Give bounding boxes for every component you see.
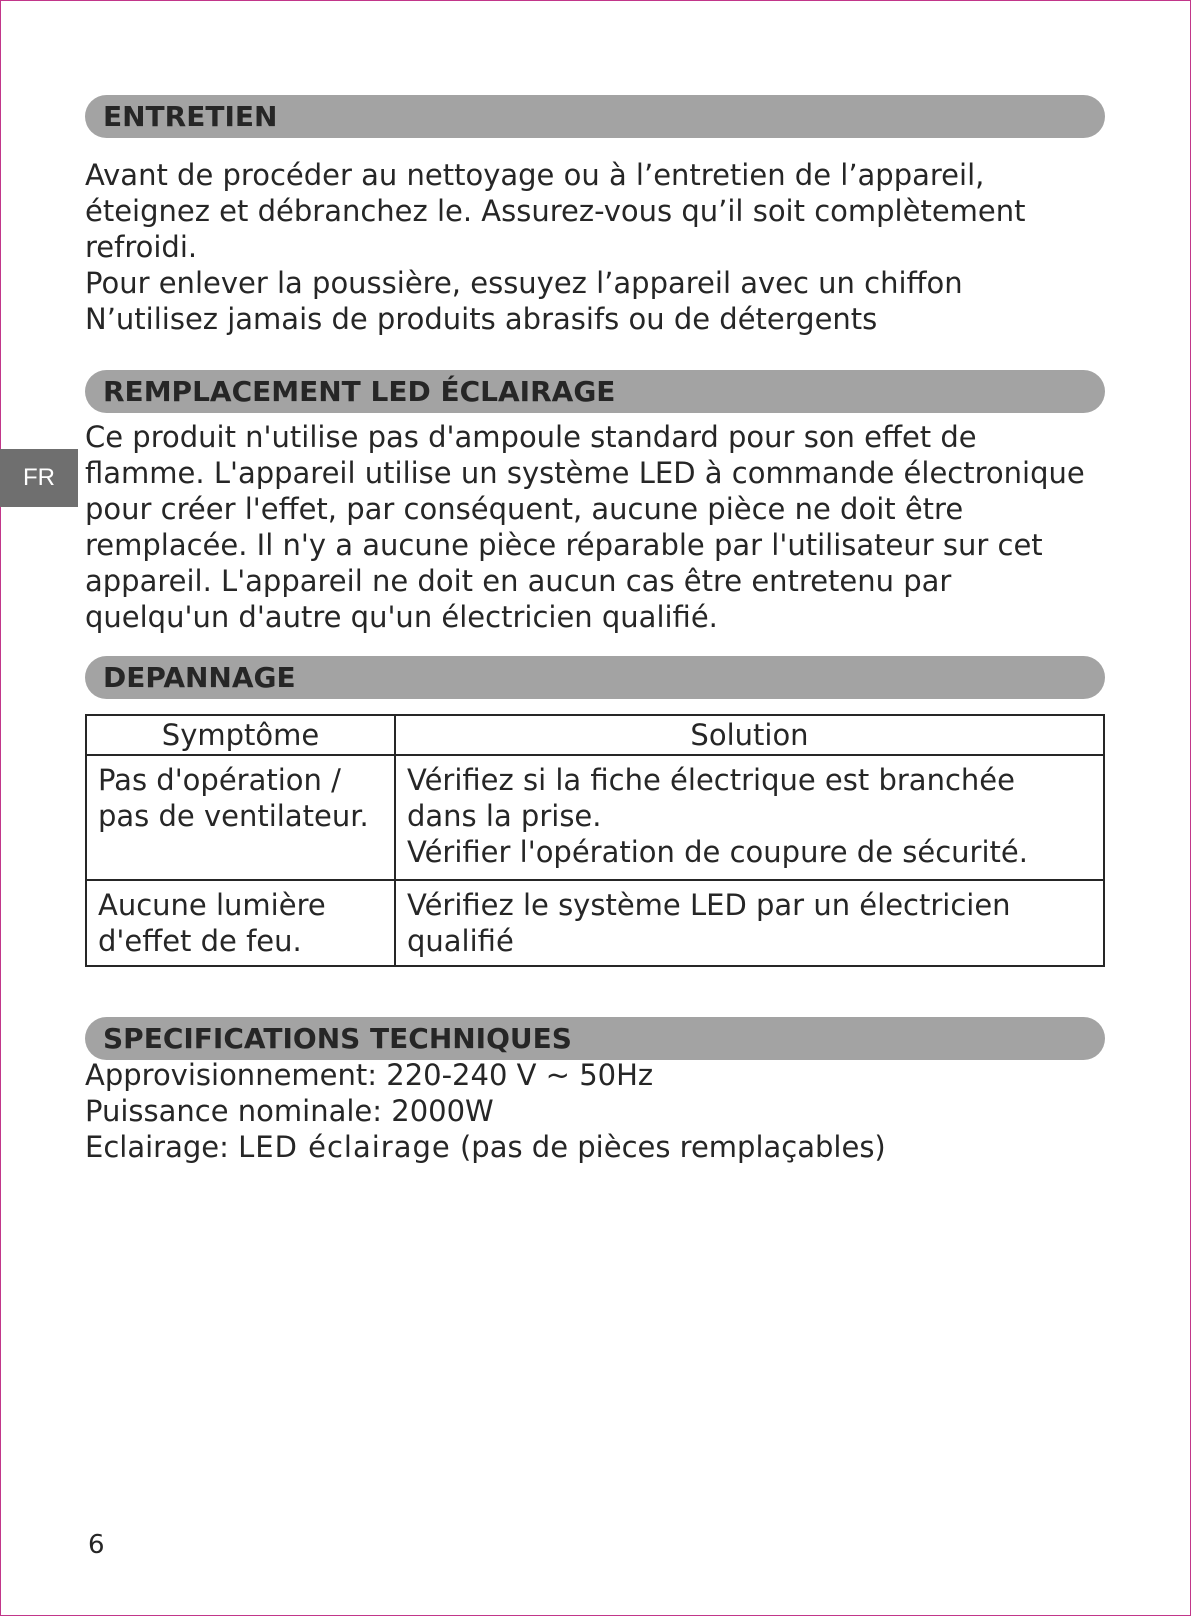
symptom-cell: [86, 755, 395, 880]
text-line: refroidi.: [85, 230, 198, 264]
section-header-remplacement: REMPLACEMENT LED ÉCLAIRAGE: [85, 370, 1105, 413]
text-line: Avant de procéder au nettoyage ou à l’entretien de l’appareil,: [85, 158, 985, 192]
section-header-entretien: ENTRETIEN: [85, 95, 1105, 138]
remplacement-text: [85, 419, 1125, 635]
text-line: Pour enlever la poussière, essuyez l’appareil avec un chiffon: [85, 266, 963, 300]
table-row: [86, 755, 1104, 880]
header-symptom: Symptôme: [86, 715, 395, 755]
cell-line: Vérifiez si la fiche électrique est branchée: [407, 763, 1015, 797]
cell-line: dans la prise.: [407, 799, 602, 833]
spec-lighting-note: (pas de pièces remplaçables): [450, 1130, 886, 1164]
table-header-row: [86, 715, 1104, 755]
troubleshooting-table: [85, 714, 1105, 967]
text-line: flamme. L'appareil utilise un système LED à commande électronique: [85, 456, 1085, 490]
section-header-specifications: SPECIFICATIONS TECHNIQUES: [85, 1017, 1105, 1060]
cell-line: qualifié: [407, 924, 514, 958]
section-header-depannage: DEPANNAGE: [85, 656, 1105, 699]
spec-power: Puissance nominale: 2000W: [85, 1094, 494, 1128]
text-line: appareil. L'appareil ne doit en aucun cas être entretenu par: [85, 564, 952, 598]
solution-cell: [395, 755, 1104, 880]
text-line: quelqu'un d'autre qu'un électricien qualifié.: [85, 600, 718, 634]
cell-line: Vérifiez le système LED par un électricien: [407, 888, 1011, 922]
text-line: pour créer l'effet, par conséquent, aucune pièce ne doit être: [85, 492, 964, 526]
table-row: [86, 880, 1104, 966]
entretien-text: [85, 157, 1125, 337]
specifications-text: [85, 1057, 1125, 1165]
symptom-cell: [86, 880, 395, 966]
text-line: Ce produit n'utilise pas d'ampoule standard pour son effet de: [85, 420, 977, 454]
cell-line: Vérifier l'opération de coupure de sécurité.: [407, 835, 1028, 869]
text-line: éteignez et débranchez le. Assurez-vous qu’il soit complètement: [85, 194, 1026, 228]
cell-line: d'effet de feu.: [98, 924, 302, 958]
cell-line: Pas d'opération /: [98, 763, 341, 797]
text-line: remplacée. Il n'y a aucune pièce réparable par l'utilisateur sur cet: [85, 528, 1043, 562]
cell-line: pas de ventilateur.: [98, 799, 369, 833]
language-tab: FR: [0, 449, 78, 507]
spec-supply: Approvisionnement: 220-240 V ~ 50Hz: [85, 1058, 654, 1092]
page-number: 6: [88, 1530, 105, 1560]
spec-lighting-value: LED éclairage: [238, 1130, 451, 1164]
header-solution: Solution: [395, 715, 1104, 755]
solution-cell: [395, 880, 1104, 966]
text-line: N’utilisez jamais de produits abrasifs ou de détergents: [85, 302, 878, 336]
spec-lighting-label: Eclairage:: [85, 1130, 239, 1164]
cell-line: Aucune lumière: [98, 888, 326, 922]
spec-lighting: [85, 1129, 1125, 1165]
